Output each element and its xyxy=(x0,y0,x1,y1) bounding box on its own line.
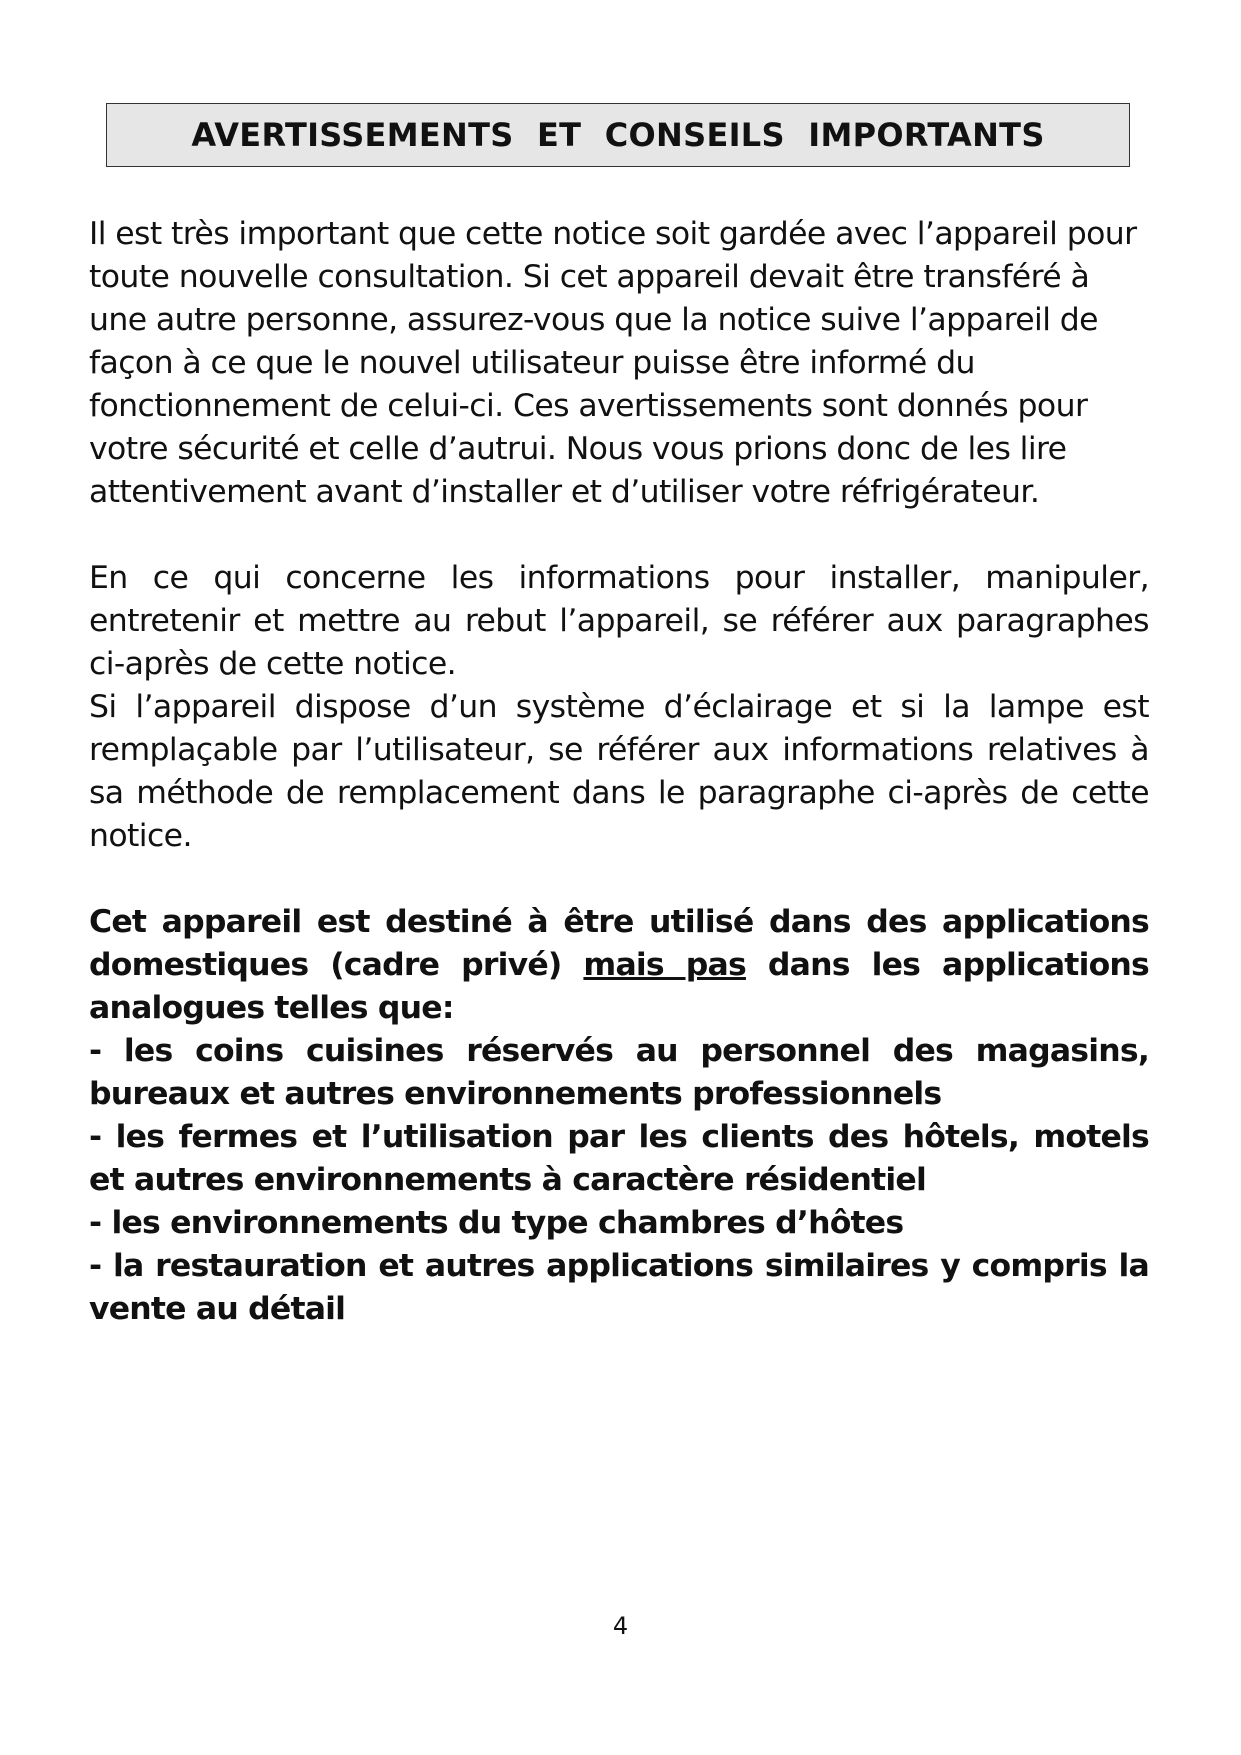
paragraph-spacer xyxy=(89,514,1149,557)
warning-list-item: - la restauration et autres applications similaires y compris la vente au détail xyxy=(89,1248,1149,1327)
usage-warning xyxy=(89,901,1149,1331)
intro-paragraph: Il est très important que cette notice soit gardée avec l’appareil pour toute nouvelle consultation. Si cet appareil devait être transféré à une autre personne, assurez-vous que la notice suive l’appareil de façon à ce que le nouvel utilisateur puisse être informé du fonctionnement de celui-ci. Ces avertissements sont donnés pour votre sécurité et celle d’autrui. Nous vous prions donc de les lire attentivement avant d’installer et d’utiliser votre réfrigérateur. xyxy=(89,216,1137,510)
document-body xyxy=(89,213,1149,1331)
title-box xyxy=(106,103,1130,167)
lamp-paragraph: Si l’appareil dispose d’un système d’éclairage et si la lampe est remplaçable par l’utilisateur, se référer aux informations relatives à sa méthode de remplacement dans le paragraphe ci-après de cette notice. xyxy=(89,689,1149,854)
paragraph-spacer xyxy=(89,858,1149,901)
usage-warning-intro xyxy=(89,901,1149,1030)
warning-list-item: - les fermes et l’utilisation par les clients des hôtels, motels et autres environnements à caractère résidentiel xyxy=(89,1119,1149,1198)
warning-intro-end: dans les applications analogues telles que: xyxy=(89,947,1149,1026)
page-number: 4 xyxy=(612,1612,629,1640)
page-title: AVERTISSEMENTS ET CONSEILS IMPORTANTS xyxy=(191,116,1045,154)
warning-underlined-text: mais pas xyxy=(583,947,746,983)
warning-list-item: - les environnements du type chambres d’hôtes xyxy=(89,1205,904,1241)
warning-intro-start: Cet appareil est destiné à être utilisé dans des applications domestiques (cadre privé) xyxy=(89,904,1149,983)
installation-paragraph: En ce qui concerne les informations pour installer, manipuler, entretenir et mettre au rebut l’appareil, se référer aux paragraphes ci-après de cette notice. xyxy=(89,560,1149,682)
warning-list-item: - les coins cuisines réservés au personnel des magasins, bureaux et autres environnements professionnels xyxy=(89,1033,1149,1112)
